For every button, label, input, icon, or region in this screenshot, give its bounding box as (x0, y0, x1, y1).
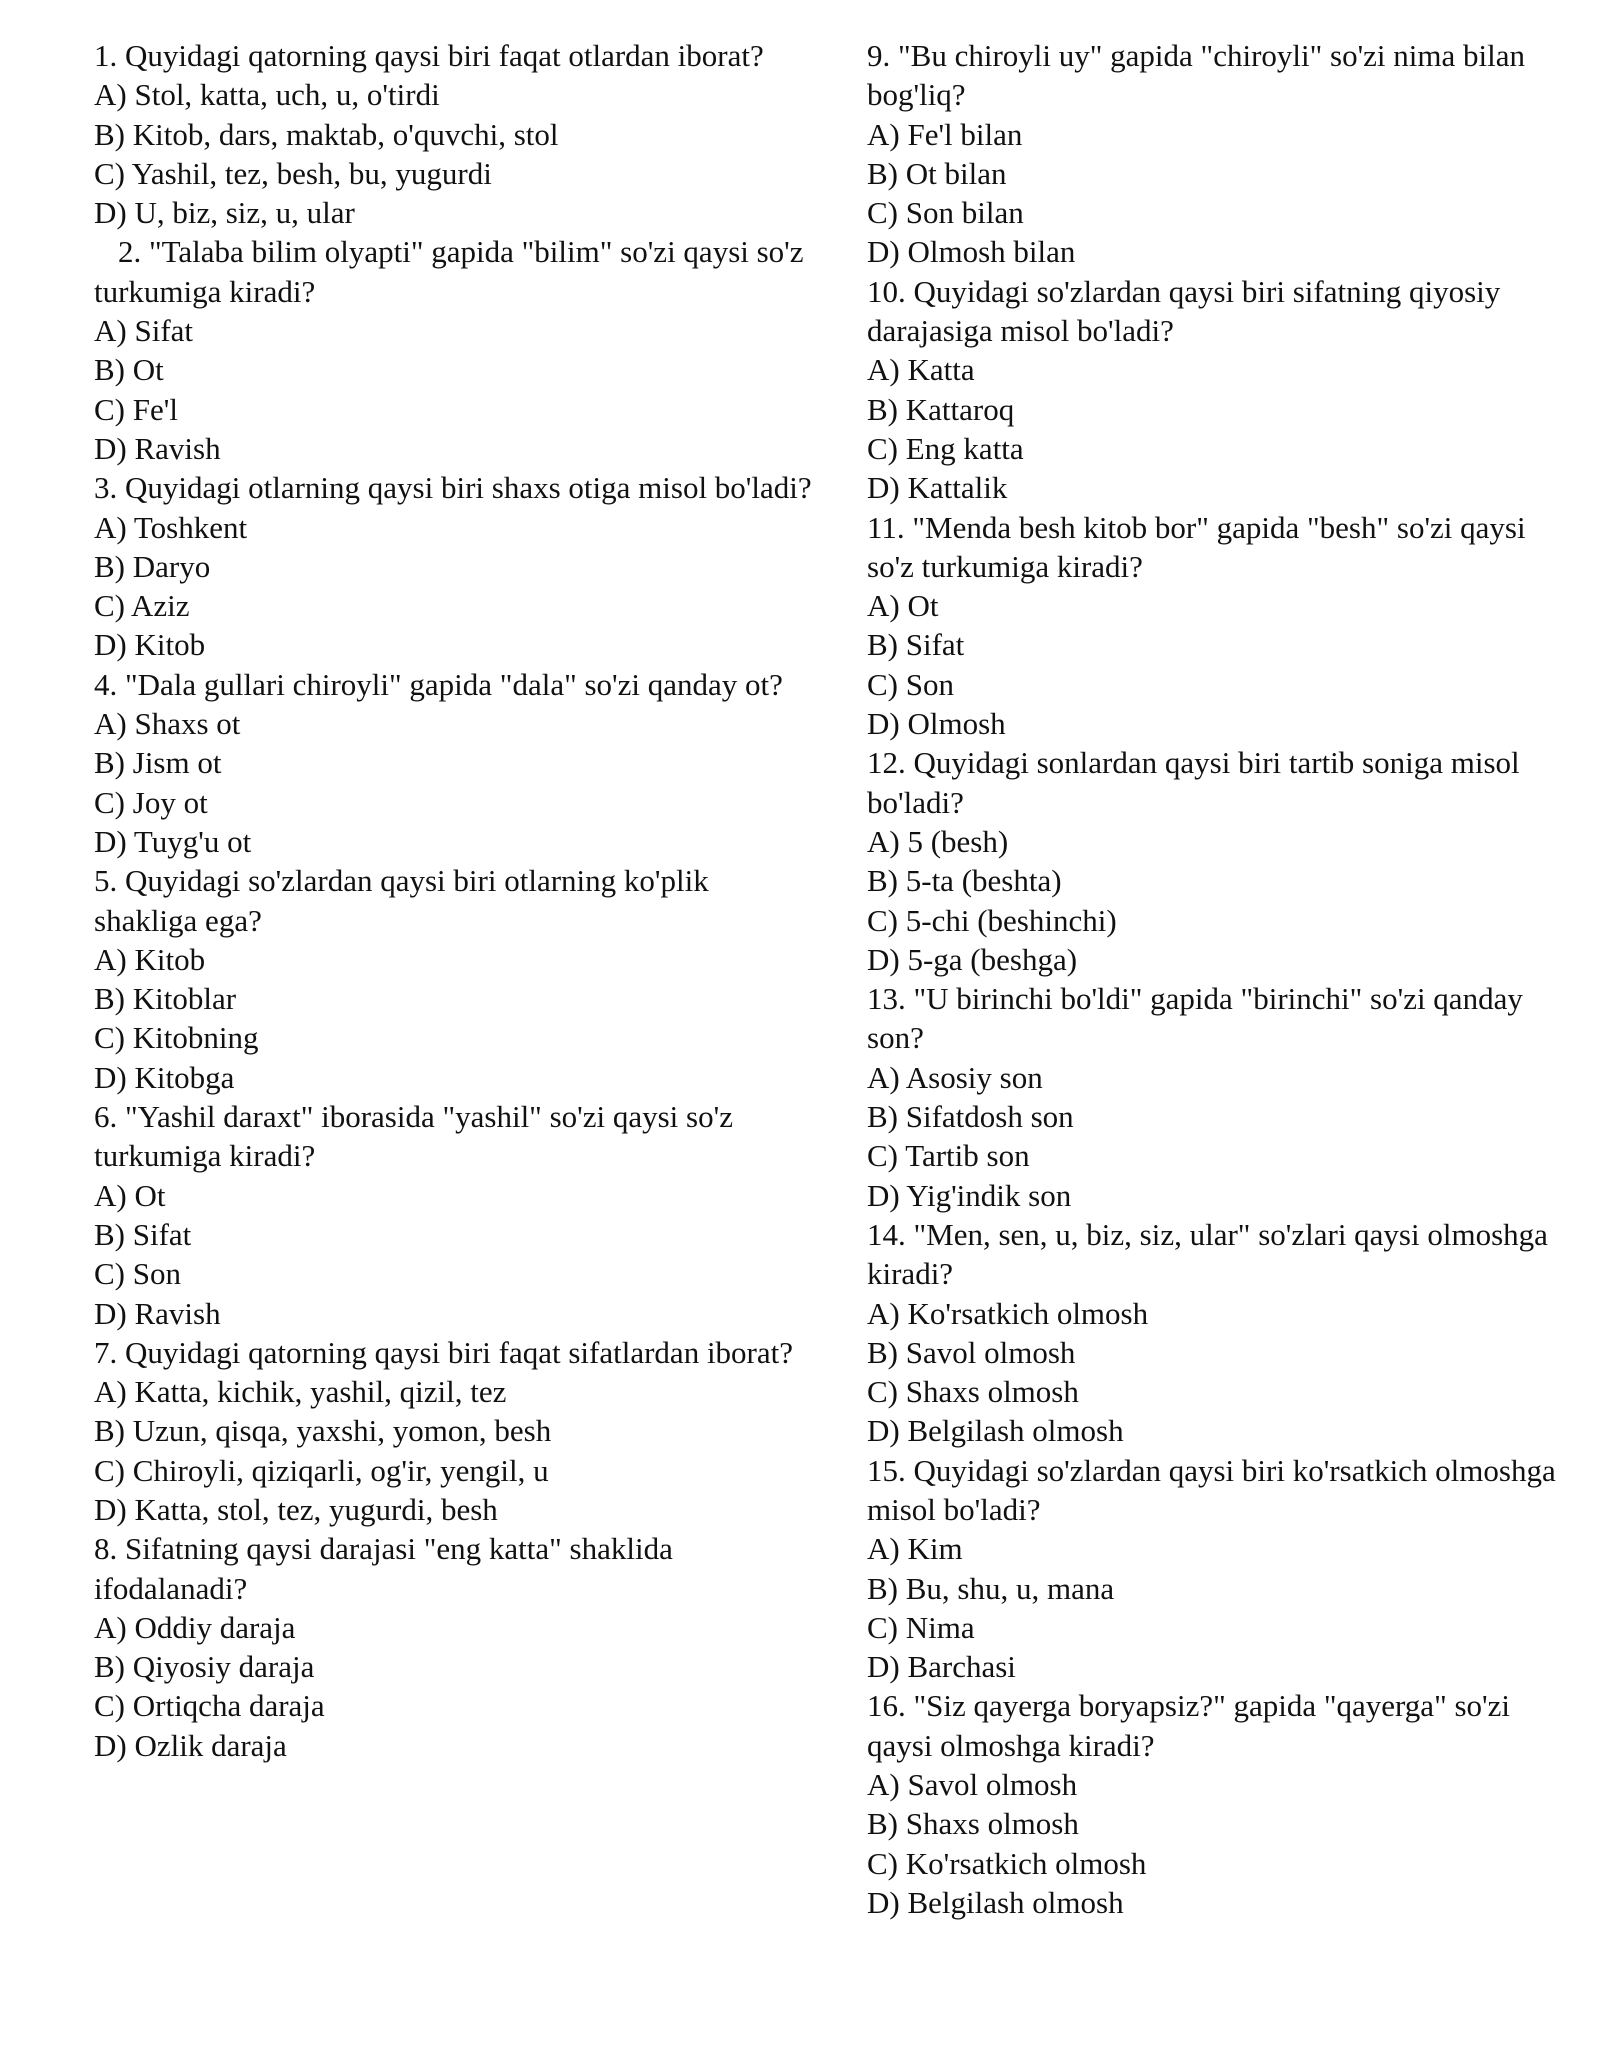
option-d: D) Kitobga (94, 1059, 235, 1095)
option-d: D) Olmosh bilan (867, 234, 1076, 270)
option-c: C) Fe'l (94, 391, 178, 427)
option-b: B) Sifat (867, 627, 965, 663)
question-text: 9. "Bu chiroyli uy" gapida "chiroyli" so'zi nima bilan bog'liq? (867, 38, 1526, 113)
option-c: C) Yashil, tez, besh, bu, yugurdi (94, 155, 492, 191)
question-text: 2. "Talaba bilim olyapti" gapida "bilim" so'zi qaysi so'z turkumiga kiradi? (94, 234, 804, 309)
question-13 (867, 979, 1567, 1215)
question-12 (867, 743, 1567, 979)
option-c: C) Son (867, 666, 954, 702)
option-c: C) Eng katta (867, 430, 1024, 466)
question-16 (867, 1686, 1567, 1922)
option-b: B) Kattaroq (867, 391, 1015, 427)
option-c: C) Nima (867, 1609, 975, 1645)
question-text: 3. Quyidagi otlarning qaysi biri shaxs otiga misol bo'ladi? (94, 470, 812, 506)
question-text: 11. "Menda besh kitob bor" gapida "besh" so'zi qaysi so'z turkumiga kiradi? (867, 509, 1526, 584)
option-d: D) Yig'indik son (867, 1177, 1072, 1213)
right-column (867, 36, 1567, 1922)
option-d: D) Katta, stol, tez, yugurdi, besh (94, 1491, 498, 1527)
question-8 (94, 1529, 814, 1765)
option-b: B) Savol olmosh (867, 1334, 1076, 1370)
option-b: B) Bu, shu, u, mana (867, 1570, 1115, 1606)
option-c: C) Son bilan (867, 195, 1024, 231)
option-b: B) Sifatdosh son (867, 1099, 1074, 1135)
option-b: B) Jism ot (94, 745, 222, 781)
question-text: 5. Quyidagi so'zlardan qaysi biri otlarning ko'plik shakliga ega? (94, 863, 709, 938)
option-d: D) 5-ga (beshga) (867, 941, 1078, 977)
question-text: 6. "Yashil daraxt" iborasida "yashil" so'zi qaysi so'z turkumiga kiradi? (94, 1099, 733, 1174)
option-d: D) Ravish (94, 430, 221, 466)
question-6 (94, 1097, 814, 1333)
option-c: C) Chiroyli, qiziqarli, og'ir, yengil, u (94, 1452, 549, 1488)
question-10 (867, 272, 1567, 508)
option-c: C) Aziz (94, 588, 190, 624)
question-15 (867, 1451, 1567, 1687)
option-a: A) Ko'rsatkich olmosh (867, 1295, 1149, 1331)
question-text: 4. "Dala gullari chiroyli" gapida "dala" so'zi qanday ot? (94, 666, 783, 702)
option-c: C) Son (94, 1256, 181, 1292)
option-c: C) Joy ot (94, 784, 208, 820)
option-c: C) Ko'rsatkich olmosh (867, 1845, 1147, 1881)
option-a: A) 5 (besh) (867, 823, 1009, 859)
option-b: B) 5-ta (beshta) (867, 863, 1062, 899)
option-c: C) Tartib son (867, 1138, 1030, 1174)
question-text: 13. "U birinchi bo'ldi" gapida "birinchi" so'zi qanday son? (867, 981, 1523, 1056)
option-d: D) Kattalik (867, 470, 1008, 506)
question-2 (94, 232, 814, 468)
option-b: B) Shaxs olmosh (867, 1806, 1079, 1842)
option-a: A) Ot (94, 1177, 166, 1213)
question-3 (94, 468, 814, 664)
option-d: D) Olmosh (867, 706, 1006, 742)
option-c: C) 5-chi (beshinchi) (867, 902, 1117, 938)
option-b: B) Ot bilan (867, 155, 1007, 191)
option-c: C) Kitobning (94, 1020, 259, 1056)
question-text: 1. Quyidagi qatorning qaysi biri faqat otlardan iborat? (94, 38, 764, 73)
question-text: 15. Quyidagi so'zlardan qaysi biri ko'rsatkich olmoshga misol bo'ladi? (867, 1452, 1556, 1527)
option-c: C) Ortiqcha daraja (94, 1688, 325, 1724)
option-a: A) Fe'l bilan (867, 116, 1023, 152)
option-d: D) Belgilash olmosh (867, 1884, 1124, 1920)
option-d: D) U, biz, siz, u, ular (94, 195, 355, 231)
question-text: 16. "Siz qayerga boryapsiz?" gapida "qayerga" so'zi qaysi olmoshga kiradi? (867, 1688, 1510, 1763)
option-c: C) Shaxs olmosh (867, 1374, 1079, 1410)
option-b: B) Uzun, qisqa, yaxshi, yomon, besh (94, 1413, 552, 1449)
question-9 (867, 36, 1567, 272)
option-a: A) Kim (867, 1531, 963, 1567)
option-a: A) Kitob (94, 941, 206, 977)
option-b: B) Daryo (94, 548, 211, 584)
left-column (94, 36, 814, 1765)
question-text: 12. Quyidagi sonlardan qaysi biri tartib soniga misol bo'ladi? (867, 745, 1520, 820)
option-a: A) Shaxs ot (94, 706, 241, 742)
option-b: B) Qiyosiy daraja (94, 1649, 315, 1685)
option-a: A) Savol olmosh (867, 1767, 1078, 1803)
option-a: A) Oddiy daraja (94, 1609, 296, 1645)
option-b: B) Sifat (94, 1216, 192, 1252)
question-11 (867, 508, 1567, 744)
option-a: A) Katta, kichik, yashil, qizil, tez (94, 1374, 507, 1410)
option-a: A) Stol, katta, uch, u, o'tirdi (94, 77, 440, 113)
option-b: B) Ot (94, 352, 164, 388)
question-4 (94, 665, 814, 861)
question-text: 14. "Men, sen, u, biz, siz, ular" so'zlari qaysi olmoshga kiradi? (867, 1216, 1548, 1292)
option-d: D) Tuyg'u ot (94, 823, 252, 859)
question-14 (867, 1215, 1567, 1451)
question-text: 7. Quyidagi qatorning qaysi biri faqat sifatlardan iborat? (94, 1334, 794, 1370)
option-a: A) Asosiy son (867, 1059, 1043, 1095)
option-d: D) Belgilash olmosh (867, 1413, 1124, 1449)
option-b: B) Kitob, dars, maktab, o'quvchi, stol (94, 116, 559, 152)
option-a: A) Toshkent (94, 509, 248, 545)
option-a: A) Katta (867, 352, 975, 388)
question-7 (94, 1333, 814, 1529)
question-text: 10. Quyidagi so'zlardan qaysi biri sifatning qiyosiy darajasiga misol bo'ladi? (867, 273, 1501, 349)
question-1 (94, 36, 814, 232)
option-d: D) Ravish (94, 1295, 221, 1331)
option-d: D) Barchasi (867, 1649, 1016, 1685)
question-5 (94, 861, 814, 1097)
option-b: B) Kitoblar (94, 981, 237, 1017)
option-d: D) Ozlik daraja (94, 1727, 287, 1763)
option-a: A) Ot (867, 588, 939, 624)
question-text: 8. Sifatning qaysi darajasi "eng katta" shaklida ifodalanadi? (94, 1531, 673, 1606)
option-a: A) Sifat (94, 313, 194, 349)
option-d: D) Kitob (94, 627, 206, 663)
